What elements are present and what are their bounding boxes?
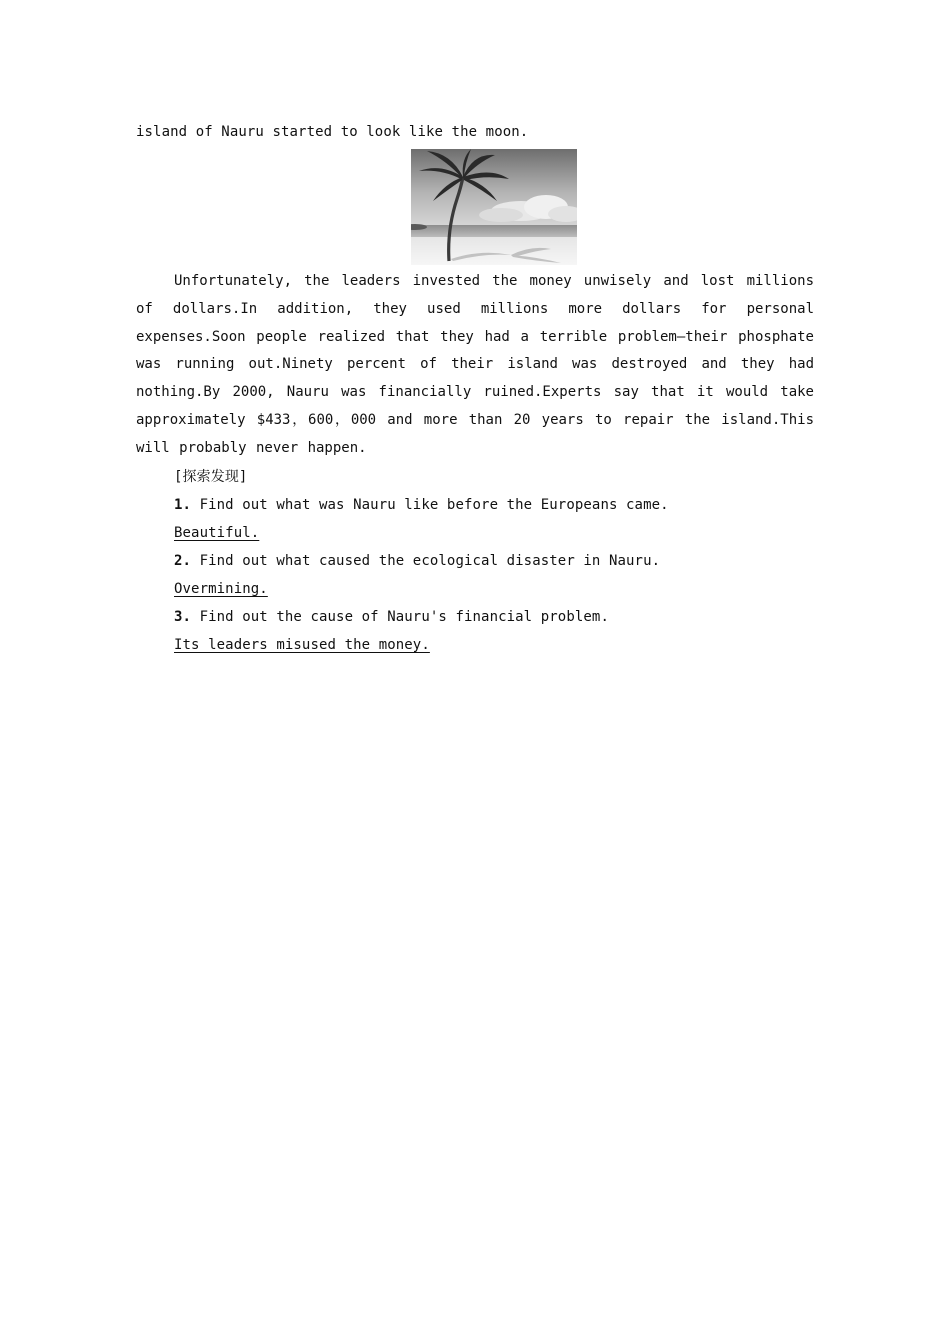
intro-line: island of Nauru started to look like the moon. <box>136 124 529 140</box>
answer-3 <box>136 631 814 659</box>
answer-1 <box>136 519 814 547</box>
beach-palm-illustration <box>411 149 577 265</box>
question-number: 2. <box>174 552 192 569</box>
question-1 <box>136 491 814 519</box>
question-number: 1. <box>174 496 192 513</box>
answer-text: Beautiful. <box>174 524 260 541</box>
question-text: Find out the cause of Nauru's financial problem. <box>199 608 609 625</box>
question-number: 3. <box>174 608 192 625</box>
section-heading: [探索发现] <box>174 468 248 485</box>
question-3 <box>136 603 814 631</box>
answer-2 <box>136 575 814 603</box>
question-2 <box>136 547 814 575</box>
answer-text: Its leaders misused the money. <box>174 636 430 653</box>
body-paragraph: Unfortunately, the leaders invested the money unwisely and lost millions of dollars.In addition, they used millions more dollars for personal expenses.Soon people realized that they had a terrible problem—their phosphate was running out.Ninety percent of their island was destroyed and they had nothing.By 2000, Nauru was financially ruined.Experts say that it would take approximately $433，600，000 and more than 20 years to repair the island.This will probably never happen. <box>136 273 814 456</box>
document-page <box>136 118 814 659</box>
question-text: Find out what caused the ecological disaster in Nauru. <box>199 552 661 569</box>
question-text: Find out what was Nauru like before the Europeans came. <box>199 496 669 513</box>
answer-text: Overmining. <box>174 580 268 597</box>
beach-palm-photo <box>411 149 577 265</box>
